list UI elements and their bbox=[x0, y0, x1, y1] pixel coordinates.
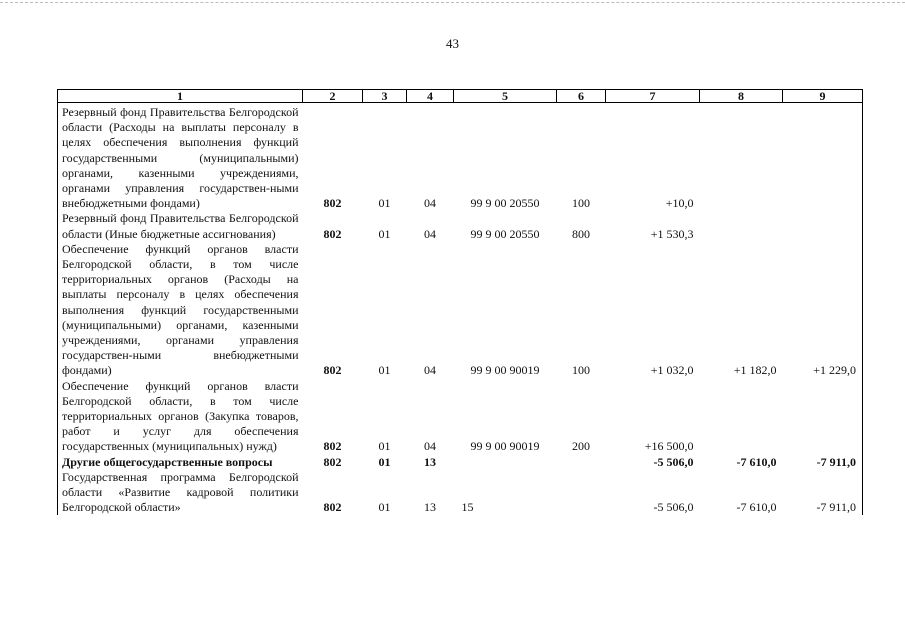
cell-amount-3: +1 229,0 bbox=[783, 242, 863, 379]
cell-subsection: 04 bbox=[424, 226, 436, 241]
cell-section: 01 bbox=[378, 363, 391, 378]
table-row bbox=[58, 211, 863, 241]
top-rule bbox=[0, 2, 905, 3]
cell-amount-3 bbox=[783, 103, 863, 212]
cell-target-article: 99 9 00 90019 bbox=[470, 363, 540, 378]
cell-expense-type bbox=[557, 455, 606, 470]
budget-table bbox=[57, 89, 863, 515]
row-name: Обеспечение функций органов власти Белгородской области, в том числе территориальных органов (Расходы на выплаты персоналу в целях обеспечения выполнения функций государственными (муниципальными) органами, казенными учреждениями, органами управления государствен-ными внебюджетными фондами) bbox=[58, 242, 303, 379]
cell-expense-type bbox=[557, 470, 606, 516]
row-name: Резервный фонд Правительства Белгородской области (Иные бюджетные ассигнования) bbox=[58, 211, 303, 241]
row-name: Резервный фонд Правительства Белгородской области (Расходы на выплаты персоналу в целях обеспечения выполнения функций государственными (муниципальными) органами, казенными учреждениями, органами управления государствен-ными внебюджетными фондами) bbox=[58, 103, 303, 212]
cell-target-article: 99 9 00 20550 bbox=[470, 226, 540, 241]
cell-section: 01 bbox=[378, 454, 391, 469]
cell-ministry-code: 802 bbox=[323, 439, 342, 454]
cell-amount-3: -7 911,0 bbox=[783, 455, 863, 470]
cell-ministry-code: 802 bbox=[323, 226, 342, 241]
cell-amount-1: +1 032,0 bbox=[650, 363, 694, 378]
cell-target-article: 15 bbox=[461, 500, 474, 515]
row-name: Государственная программа Белгородской области «Развитие кадровой политики Белгородской области» bbox=[58, 470, 303, 516]
cell-expense-type: 100 bbox=[572, 196, 590, 211]
cell-subsection: 13 bbox=[424, 454, 436, 469]
header-row bbox=[58, 90, 863, 103]
cell-amount-2 bbox=[700, 103, 783, 212]
cell-amount-1: +1 530,3 bbox=[650, 226, 694, 241]
cell-amount-1: +16 500,0 bbox=[644, 439, 694, 454]
cell-section: 01 bbox=[378, 196, 391, 211]
header-col-6: 6 bbox=[557, 90, 606, 103]
cell-ministry-code: 802 bbox=[323, 500, 342, 515]
cell-ministry-code: 802 bbox=[323, 363, 342, 378]
cell-amount-2 bbox=[700, 211, 783, 241]
header-col-7: 7 bbox=[606, 90, 700, 103]
cell-amount-2: +1 182,0 bbox=[733, 363, 777, 378]
cell-subsection: 04 bbox=[424, 439, 436, 454]
header-col-5: 5 bbox=[454, 90, 557, 103]
cell-target-article: 99 9 00 90019 bbox=[470, 439, 540, 454]
cell-amount-3 bbox=[783, 211, 863, 241]
header-col-3: 3 bbox=[363, 90, 407, 103]
cell-amount-1: -5 506,0 bbox=[653, 454, 694, 469]
cell-amount-2: -7 610,0 bbox=[736, 454, 777, 469]
header-col-8: 8 bbox=[700, 90, 783, 103]
cell-section: 01 bbox=[378, 500, 391, 515]
cell-amount-1: +10,0 bbox=[665, 196, 694, 211]
cell-expense-type: 100 bbox=[572, 363, 590, 378]
cell-target-article bbox=[454, 455, 557, 470]
cell-ministry-code: 802 bbox=[323, 454, 342, 469]
cell-subsection: 04 bbox=[424, 196, 436, 211]
table-row bbox=[58, 379, 863, 455]
header-col-2: 2 bbox=[303, 90, 363, 103]
row-name: Обеспечение функций органов власти Белгородской области, в том числе территориальных органов (Закупка товаров, работ и услуг для обеспечения государственных (муниципальных) нужд) bbox=[58, 379, 303, 455]
cell-expense-type: 200 bbox=[572, 439, 590, 454]
cell-subsection: 13 bbox=[424, 500, 436, 515]
table-row bbox=[58, 470, 863, 516]
cell-ministry-code: 802 bbox=[323, 196, 342, 211]
cell-amount-1: -5 506,0 bbox=[653, 500, 694, 515]
cell-amount-2: -7 610,0 bbox=[736, 500, 777, 515]
header-col-4: 4 bbox=[407, 90, 454, 103]
table-row bbox=[58, 455, 863, 470]
page-number: 43 bbox=[446, 36, 459, 51]
row-name: Другие общегосударственные вопросы bbox=[58, 455, 303, 470]
cell-section: 01 bbox=[378, 439, 391, 454]
cell-amount-2 bbox=[700, 379, 783, 455]
header-col-1: 1 bbox=[58, 90, 303, 103]
table-row bbox=[58, 242, 863, 379]
cell-target-article: 99 9 00 20550 bbox=[470, 196, 540, 211]
cell-amount-3 bbox=[783, 379, 863, 455]
cell-section: 01 bbox=[378, 226, 391, 241]
table-row bbox=[58, 103, 863, 212]
cell-subsection: 04 bbox=[424, 363, 436, 378]
cell-expense-type: 800 bbox=[572, 226, 590, 241]
header-col-9: 9 bbox=[783, 90, 863, 103]
cell-amount-3: -7 911,0 bbox=[783, 470, 863, 516]
